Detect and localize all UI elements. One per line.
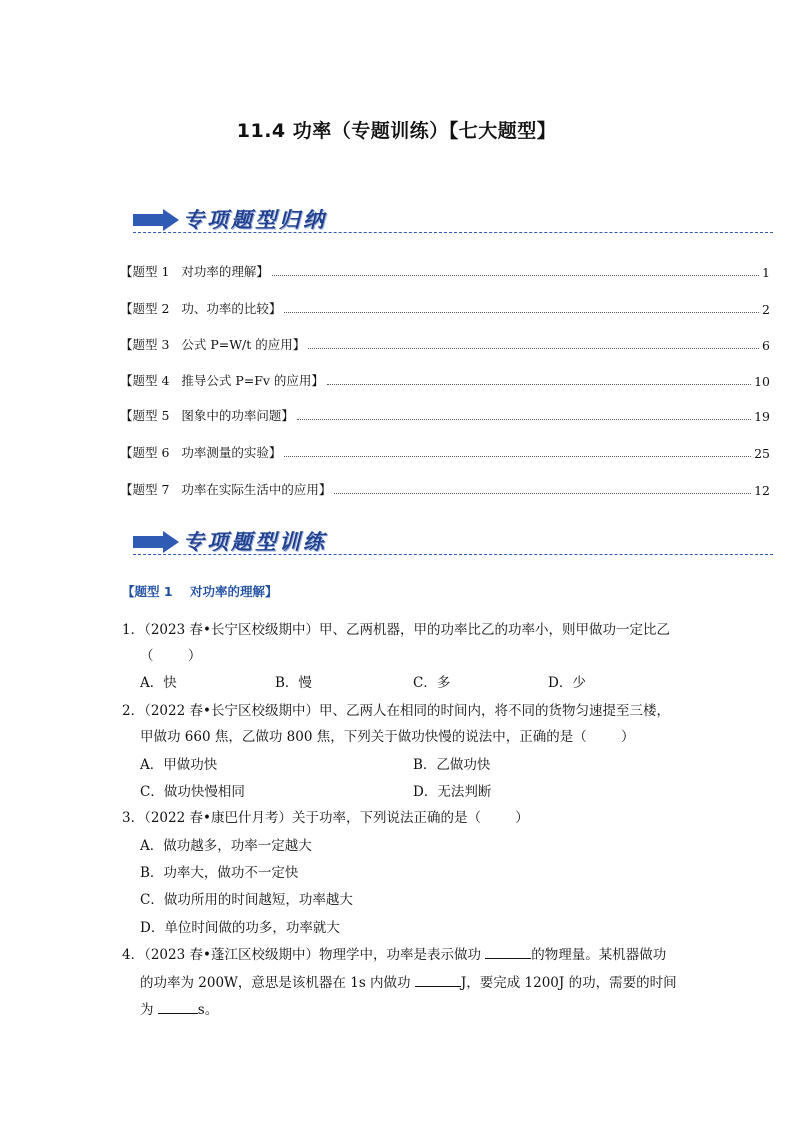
option-c: C．多 <box>413 675 451 691</box>
option-d: D．无法判断 <box>413 784 492 800</box>
arrow-right-icon <box>133 531 179 553</box>
divider <box>133 232 773 233</box>
toc-label: 【题型 6 功率测量的实验】 <box>120 445 282 460</box>
toc-label: 【题型 1 对功率的理解】 <box>120 264 269 279</box>
toc-label: 【题型 2 功、功率的比较】 <box>120 301 282 316</box>
option-a: A．做功越多，功率一定越大 <box>140 838 312 854</box>
toc-leader-dots <box>334 493 751 494</box>
toc-entry[interactable] <box>120 297 770 317</box>
toc-page-number: 19 <box>754 409 770 424</box>
question-4-line-3: 为 s。 <box>140 1002 219 1018</box>
toc-page-number: 25 <box>754 446 770 461</box>
toc-entry[interactable] <box>120 260 770 280</box>
option-b: B．慢 <box>275 675 312 691</box>
toc-label: 【题型 5 图象中的功率问题】 <box>120 408 294 423</box>
section-heading: 【题型 1 对功率的理解】 <box>122 584 278 599</box>
toc-leader-dots <box>272 275 759 276</box>
toc-leader-dots <box>284 456 751 457</box>
question-3-stem: 3．（2022 春•康巴什月考）关于功率，下列说法正确的是（ ） <box>122 810 529 826</box>
option-a: A．甲做功快 <box>140 757 218 773</box>
toc-leader-dots <box>308 348 759 349</box>
question-1-stem: 1．（2023 春•长宁区校级期中）甲、乙两机器，甲的功率比乙的功率小，则甲做功一定比乙 <box>122 622 670 638</box>
fill-blank[interactable] <box>158 1001 198 1014</box>
question-4-line-2: 的功率为 200W，意思是该机器在 1s 内做功 J，要完成 1200J 的功，需要的时间 <box>140 975 677 991</box>
question-2-stem-cont: 甲做功 660 焦，乙做功 800 焦，下列关于做功快慢的说法中，正确的是（ ） <box>140 729 635 745</box>
option-b: B．乙做功快 <box>413 757 491 773</box>
option-b: B．功率大，做功不一定快 <box>140 865 299 881</box>
option-d: D．单位时间做的功多，功率就大 <box>140 920 340 936</box>
toc-entry[interactable] <box>120 333 770 353</box>
toc-page-number: 6 <box>762 338 770 353</box>
banner-title: 专项题型训练 <box>183 530 327 554</box>
section-banner-training <box>133 524 773 560</box>
toc-label: 【题型 7 功率在实际生活中的应用】 <box>120 482 332 497</box>
toc-page-number: 2 <box>762 302 770 317</box>
question-4-line-1: 4．（2023 春•蓬江区校级期中）物理学中，功率是表示做功 的物理量。某机器做功 <box>122 947 667 963</box>
banner-title: 专项题型归纳 <box>183 208 327 232</box>
toc-page-number: 10 <box>754 374 770 389</box>
toc-label: 【题型 3 公式 P=W/t 的应用】 <box>120 337 306 352</box>
fill-blank[interactable] <box>415 974 461 987</box>
toc-label: 【题型 4 推导公式 P=Fv 的应用】 <box>120 373 324 388</box>
option-c: C．做功所用的时间越短，功率越大 <box>140 892 353 908</box>
toc-entry[interactable] <box>120 478 770 498</box>
divider <box>133 554 773 555</box>
option-c: C．做功快慢相同 <box>140 784 245 800</box>
toc-leader-dots <box>327 384 751 385</box>
section-banner-summary <box>133 202 773 238</box>
fill-blank[interactable] <box>485 946 531 959</box>
option-d: D．少 <box>548 675 586 691</box>
toc-leader-dots <box>284 312 759 313</box>
toc-page-number: 12 <box>754 483 770 498</box>
arrow-right-icon <box>133 209 179 231</box>
toc-leader-dots <box>297 419 751 420</box>
toc-entry[interactable] <box>120 441 770 461</box>
question-2-stem: 2．（2022 春•长宁区校级期中）甲、乙两人在相同的时间内，将不同的货物匀速提至三楼， <box>122 703 670 719</box>
page-title: 11.4 功率（专题训练）【七大题型】 <box>236 120 557 142</box>
option-a: A．快 <box>140 675 177 691</box>
toc-entry[interactable] <box>120 404 770 424</box>
toc-page-number: 1 <box>762 265 770 280</box>
toc-entry[interactable] <box>120 369 770 389</box>
question-1-paren: （ ） <box>140 648 202 664</box>
